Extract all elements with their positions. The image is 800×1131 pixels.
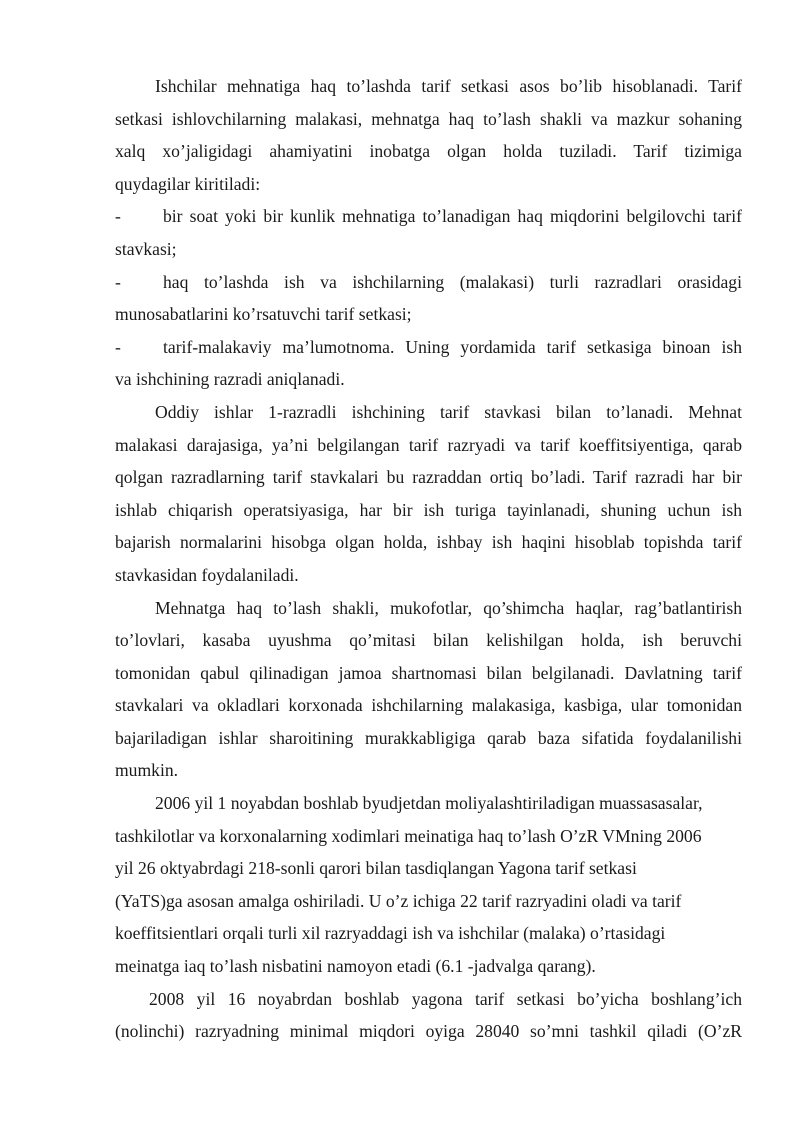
- text-line: va ishchining razradi aniqlanadi.: [115, 369, 345, 390]
- text-line: qolgan razradlarning tarif stavkalari bu razraddan ortiq bo’ladi. Tarif razradi har bir: [115, 467, 742, 488]
- text-line: munosabatlarini ko’rsatuvchi tarif setkasi;: [115, 304, 412, 325]
- list-dash: -: [115, 206, 121, 227]
- text-line: meinatga iaq to’lash nisbatini namoyon etadi (6.1 -jadvalga qarang).: [115, 956, 596, 977]
- text-line: bajariladigan ishlar sharoitining murakkabligiga qarab baza sifatida foydalanilishi: [115, 727, 742, 748]
- text-line: ishlab chiqarish operatsiyasiga, har bir ish turiga tayinlanadi, shuning uchun ish: [115, 499, 742, 520]
- text-line: 2006 yil 1 noyabdan boshlab byudjetdan moliyalashtiriladigan muassasasalar,: [155, 793, 703, 814]
- list-item: [115, 331, 742, 364]
- text-line: haq to’lashda ish va ishchilarning (malakasi) turli razradlari orasidagi: [163, 271, 742, 292]
- text-line: bir soat yoki bir kunlik mehnatiga to’lanadigan haq miqdorini belgilovchi tarif: [163, 206, 742, 227]
- list-item: [115, 200, 742, 233]
- text-line: stavkalari va okladlari korxonada ishchilarning malakasiga, kasbiga, ular tomonidan: [115, 695, 742, 716]
- text-line: setkasi ishlovchilarning malakasi, mehnatga haq to’lash shakli va mazkur sohaning: [115, 108, 742, 129]
- text-line: 2008 yil 16 noyabrdan boshlab yagona tarif setkasi bo’yicha boshlang’ich: [149, 988, 742, 1009]
- text-line: Mehnatga haq to’lash shakli, mukofotlar, qo’shimcha haqlar, rag’batlantirish: [155, 597, 742, 618]
- text-line: stavkasidan foydalaniladi.: [115, 564, 299, 585]
- text-line: xalq xo’jaligidagi ahamiyatini inobatga olgan holda tuziladi. Tarif tizimiga: [115, 141, 742, 162]
- text-line: Oddiy ishlar 1-razradli ishchining tarif stavkasi bilan to’lanadi. Mehnat: [155, 401, 742, 422]
- text-line: tashkilotlar va korxonalarning xodimlari meinatiga haq to’lash O’zR VMning 2006: [115, 825, 702, 846]
- text-line: tarif-malakaviy ma’lumotnoma. Uning yordamida tarif setkasiga binoan ish: [163, 336, 742, 357]
- text-line: tomonidan qabul qilinadigan jamoa shartnomasi bilan belgilanadi. Davlatning tarif: [115, 662, 742, 683]
- text-line: (nolinchi) razryadning minimal miqdori oyiga 28040 so’mni tashkil qiladi (O’zR: [115, 1021, 742, 1042]
- text-line: bajarish normalarini hisobga olgan holda, ishbay ish haqini hisoblab topishda tarif: [115, 532, 742, 553]
- text-line: to’lovlari, kasaba uyushma qo’mitasi bilan kelishilgan holda, ish beruvchi: [115, 630, 742, 651]
- text-line: malakasi darajasiga, ya’ni belgilangan tarif razryadi va tarif koeffitsiyentiga, qarab: [115, 434, 742, 455]
- list-dash: -: [115, 336, 121, 357]
- text-line: Ishchilar mehnatiga haq to’lashda tarif setkasi asos bo’lib hisoblanadi. Tarif: [155, 76, 742, 96]
- text-line: quydagilar kiritiladi:: [115, 173, 261, 194]
- text-line: (YaTS)ga asosan amalga oshiriladi. U o’z ichiga 22 tarif razryadini oladi va tarif: [115, 890, 682, 911]
- text-line: stavkasi;: [115, 238, 177, 259]
- list-dash: -: [115, 271, 121, 292]
- document-page: [115, 70, 742, 1048]
- text-line: mumkin.: [115, 760, 179, 781]
- text-line: koeffitsientlari orqali turli xil razryaddagi ish va ishchilar (malaka) o’rtasidagi: [115, 923, 666, 944]
- text-line: yil 26 oktyabrdagi 218-sonli qarori bilan tasdiqlangan Yagona tarif setkasi: [115, 858, 637, 879]
- list-item: [115, 266, 742, 299]
